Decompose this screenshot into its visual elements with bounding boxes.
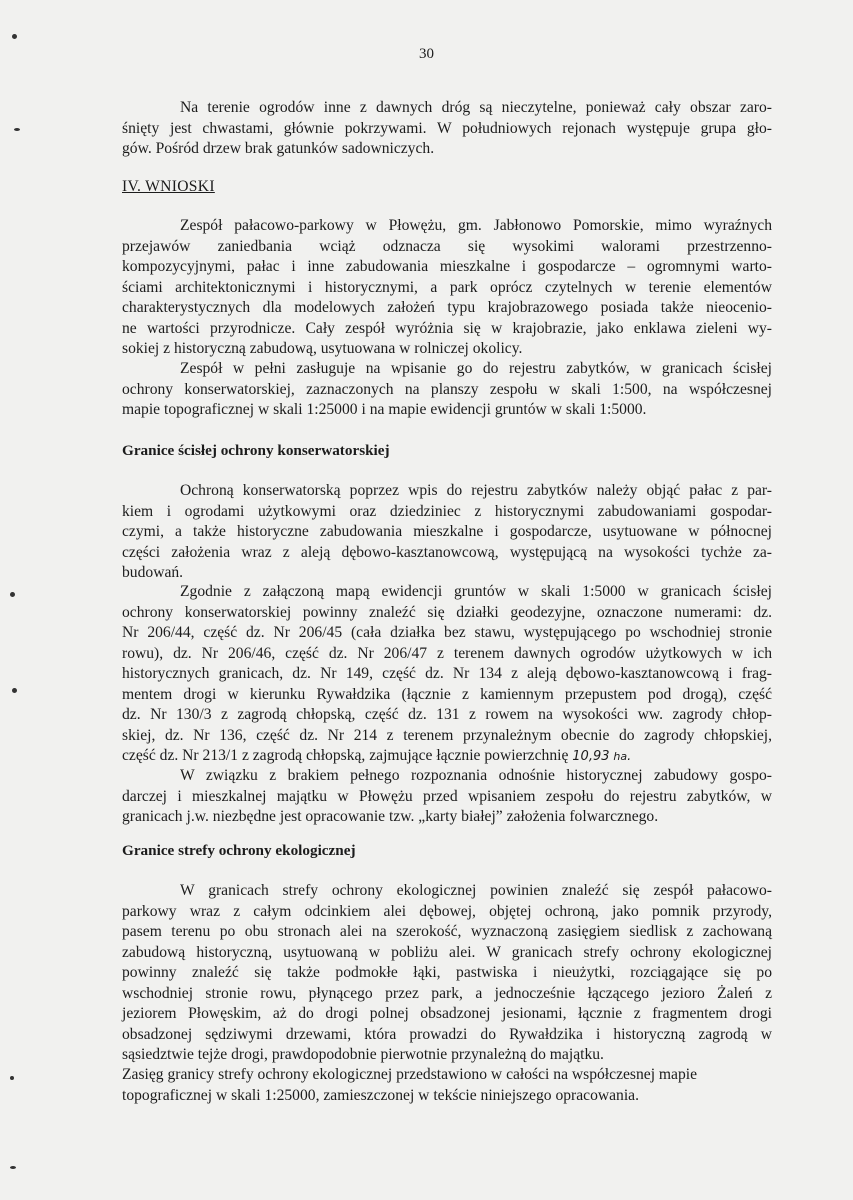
text-line: kompozycyjnymi, pałac i inne zabudowania mieszkalne i gospodarcze – ogromnymi warto- [122,258,772,275]
paragraph-ecological-range [122,1065,772,1106]
text-line: przejawów zaniedbania wciąż odznacza się wysokimi walorami przestrzenno- [122,237,772,255]
text-line: sokiej z historyczną zabudową, usytuowana w rolniczej okolicy. [122,340,523,357]
scan-mark [10,1166,16,1169]
text-line: kiem i ogrodami użytkowymi oraz dziedziniec z historycznymi zabudowaniami gospodar- [122,502,772,520]
text-line-area: część dz. Nr 213/1 z zagrodą chłopską, zajmujące łącznie powierzchnię 10,93 ha. [122,747,632,764]
paragraph-gardens [122,98,772,160]
text-line: granicach j.w. niezbędne jest opracowanie tzw. „karty białej” założenia folwarcznego. [122,808,659,825]
text-line: ochrony konserwatorskiej, zaznaczonych na planszy zespołu w skali 1:500, na współczesnej [122,380,772,398]
text-line: skiej, dz. Nr 136, część dz. Nr 214 z terenem przynależnym obecnie do zagrody chłopskiej, [122,726,772,744]
text-line: mentem drogi w kierunku Rywałdzika (łącznie z kamiennym przepustem pod drogą), część [122,685,772,703]
text-line: obsadzonej sędziwymi drzewami, która prowadzi do Rywałdzika i historyczną zagrodą w [122,1025,772,1043]
text-line: czymi, a także historyczne zabudowania mieszkalne i gospodarcze, usytuowane w północnej [122,523,772,540]
text-line: Zasięg granicy strefy ochrony ekologicznej przedstawiono w całości na współczesnej mapie [122,1066,698,1083]
scan-mark [10,592,15,597]
text-line: rowu), dz. Nr 206/46, część dz. Nr 206/47 z terenem dawnych ogrodów użytkowych w ich [122,644,772,662]
text-line: sąsiedztwie tejże drogi, prawdopodobnie pierwotnie przynależną do majątku. [122,1046,604,1063]
scan-mark [12,34,17,39]
scan-mark [12,688,17,693]
text-line: jeziorem Płowęskim, aż do drogi polnej obsadzonej jesionami, łącznie z fragmentem drogi [122,1005,772,1022]
scan-mark [14,128,20,131]
text-line: Zgodnie z załączoną mapą ewidencji gruntów w skali 1:5000 w granicach ścisłej [180,583,772,600]
heading-ecological-zone: Granice strefy ochrony ekologicznej [122,842,356,859]
text-line: charakterystycznych dla modelowych założeń typu krajobrazowego posiada także nieocenio- [122,299,772,316]
text-line: Zespół pałacowo-parkowy w Płowężu, gm. Jabłonowo Pomorskie, mimo wyraźnych [180,217,772,234]
scan-mark [10,1076,14,1080]
text-line: ne wartości przyrodnicze. Cały zespół wyróżnia się w krajobrazie, jako enklawa zieleni wy- [122,319,772,337]
text-line: pasem terenu po obu stronach alei na szerokość, wyznaczoną zasięgiem siedlisk z zachowaną [122,923,772,940]
heading-strict-protection: Granice ścisłej ochrony konserwatorskiej [122,442,390,459]
text-line: powinny znaleźć się także podmokłe łąki, pastwiska i nieużytki, rozciągające się po [122,964,772,981]
text-line: śnięty jest chwastami, głównie pokrzywami. W południowych rejonach występuje grupa gło- [122,119,772,137]
paragraph-parcels [122,582,772,767]
text-line: W związku z brakiem pełnego rozpoznania odnośnie historycznej zabudowy gospo- [180,767,772,784]
text-line: gów. Pośród drzew brak gatunków sadowniczych. [122,140,435,157]
text-line: Nr 206/44, część dz. Nr 206/45 (cała działka bez stawu, występującego po wschodniej stronie [122,624,772,641]
text-line: Zespół w pełni zasługuje na wpisanie go do rejestru zabytków, w granicach ścisłej [180,360,772,377]
text-line: Na terenie ogrodów inne z dawnych dróg są nieczytelne, ponieważ cały obszar zaro- [180,99,772,116]
section-heading-conclusions: IV. WNIOSKI [122,178,215,195]
text-line: Ochroną konserwatorską poprzez wpis do rejestru zabytków należy objąć pałac z par- [180,482,772,499]
paragraph-registry [122,359,772,421]
text-line: budowań. [122,564,184,581]
text-line: topograficznej w skali 1:25000, zamieszczonej w tekście niniejszego opracowania. [122,1086,639,1104]
paragraph-strict-protection [122,481,772,584]
text-line: części założenia wraz z aleją dębowo-kasztanowcową, występującą na wysokości tychże za- [122,543,772,561]
text-line: zabudową historyczną, usytuowaną w pobliżu alei. W granicach strefy ochrony ekologicznej [122,943,772,961]
text-line: ochrony konserwatorskiej powinny znaleźć się działki geodezyjne, oznaczone numerami: dz. [122,603,772,621]
handwritten-area-unit: ha [613,750,628,763]
text-line: parkowy wraz z całym odcinkiem alei dębowej, objętej ochroną, jako pomnik przyrody, [122,902,772,920]
text-line: ściami architektonicznymi i historycznymi, a park oprócz czytelnych w terenie elementów [122,278,772,296]
text-line: dz. Nr 130/3 z zagrodą chłopską, część dz. 131 z rowem na wysokości ww. zagrody chłop- [122,706,772,723]
text-line: wschodniej stronie rowu, płynącego przez park, a jednocześnie łączącego jezioro Żaleń z [122,984,772,1002]
text-line: część dz. Nr 213/1 z zagrodą chłopską, zajmujące łącznie powierzchnię [122,747,569,764]
paragraph-complex-value [122,216,772,360]
page-number: 30 [419,46,434,62]
text-line: mapie topograficznej w skali 1:25000 i na mapie ewidencji gruntów w skali 1:5000. [122,401,647,418]
handwritten-area-value: 10,93 [572,749,610,764]
text-line: historycznych granicach, dz. Nr 149, część dz. Nr 134 z aleją dębowo-kasztanowcową i frag- [122,665,772,682]
paragraph-white-card [122,766,772,828]
paragraph-ecological-zone [122,881,772,1066]
text-line: W granicach strefy ochrony ekologicznej powinien znaleźć się zespół pałacowo- [180,882,772,899]
text-line: darczej i mieszkalnej majątku w Płowężu przed wpisaniem zespołu do rejestru zabytków, w [122,787,772,805]
